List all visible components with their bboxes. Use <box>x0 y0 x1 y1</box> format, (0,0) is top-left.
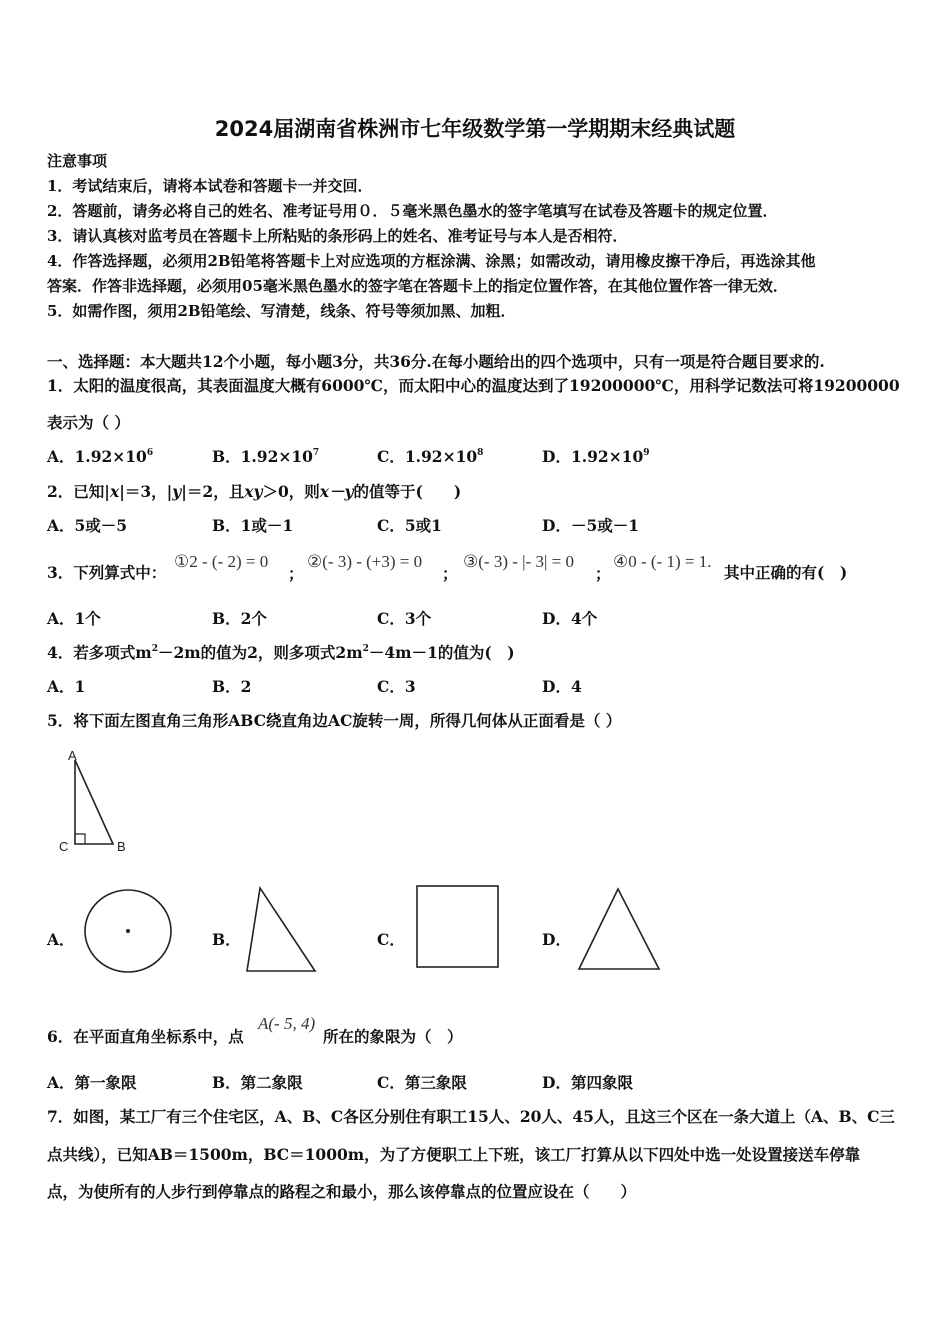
q3-formula-1: ①2 - (- 2) = 0 <box>174 552 269 571</box>
q2-option-b: B．1或－1 <box>212 516 294 535</box>
page-title: 2024届湖南省株洲市七年级数学第一学期期末经典试题 <box>214 117 736 141</box>
q3-formula-3: ③(- 3) - |- 3| = 0 <box>463 552 574 571</box>
q3-formula-4: ④0 - (- 1) = 1. <box>613 552 712 571</box>
question-1-stem-cont: 表示为（ ） <box>47 413 130 432</box>
q6-option-d: D．第四象限 <box>542 1073 633 1092</box>
notice-item: 5．如需作图，须用2B铅笔绘、写清楚，线条、符号等须加黑、加粗． <box>47 302 516 320</box>
q3-option-b: B．2个 <box>212 609 267 628</box>
q4-option-a: A．1 <box>47 677 86 696</box>
q1-option-b: B．$1.92\times 10^7$ <box>212 447 320 466</box>
notice-item: 4．作答选择题，必须用2B铅笔将答题卡上对应选项的方框涂满、涂黑；如需改动，请用橡皮擦干净后，再选涂其他 <box>47 252 816 270</box>
circle-with-center-figure <box>80 885 176 977</box>
question-7-stem: 7．如图，某工厂有三个住宅区，A、B、C各区分别住有职工15人、20人、45人，且这三个区在一条大道上（A、B、C三 <box>47 1107 895 1126</box>
q6-option-c: C．第三象限 <box>377 1073 467 1092</box>
square-figure <box>413 882 503 972</box>
question-3-tail: 其中正确的有( ) <box>724 563 848 582</box>
q3-formula-2: ②(- 3) - (+3) = 0 <box>307 552 423 571</box>
right-triangle-figure <box>242 884 322 976</box>
notice-item: 2．答题前，请务必将自己的姓名、准考证号用０．５毫米黑色墨水的签字笔填写在试卷及答题卡的规定位置． <box>47 202 778 220</box>
notice-item: 答案．作答非选择题，必须用05毫米黑色墨水的签字笔在答题卡上的指定位置作答，在其他位置作答一律无效． <box>47 277 788 295</box>
isosceles-triangle-figure <box>575 885 665 975</box>
q3-option-a: A．1个 <box>47 609 101 628</box>
question-7-stem-cont: 点共线），已知AB＝1500m，BC＝1000m，为了方便职工上下班，该工厂打算从以下四处中选一处设置接送车停靠 <box>47 1145 861 1164</box>
question-7-stem-cont: 点，为使所有的人步行到停靠点的路程之和最小，那么该停靠点的位置应设在（ ） <box>47 1182 637 1201</box>
q5-option-c: C． <box>377 930 405 949</box>
q3-separator: ； <box>288 564 304 583</box>
right-triangle-abc-figure <box>55 748 135 858</box>
q6-point: A(- 5, 4) <box>258 1014 316 1033</box>
vertex-label-a: A <box>68 748 77 763</box>
question-3-stem: 3．下列算式中： <box>47 563 167 582</box>
q5-option-d: D． <box>542 930 571 949</box>
notice-item: 1．考试结束后，请将本试卷和答题卡一并交回． <box>47 177 373 195</box>
q2-option-d: D．－5或－1 <box>542 516 640 535</box>
q3-separator: ； <box>442 564 458 583</box>
q5-option-b: B． <box>212 930 241 949</box>
q4-option-b: B．2 <box>212 677 252 696</box>
q3-separator: ； <box>595 564 611 583</box>
q3-option-c: C．3个 <box>377 609 432 628</box>
q1-option-c: C．$1.92\times 10^8$ <box>377 447 484 466</box>
q5-option-a: A． <box>47 930 75 949</box>
question-6-tail: 所在的象限为（ ） <box>323 1027 463 1046</box>
q6-option-b: B．第二象限 <box>212 1073 303 1092</box>
q4-option-c: C．3 <box>377 677 416 696</box>
q1-option-a: A．$1.92\times 10^6$ <box>47 447 154 466</box>
question-1-stem: 1．太阳的温度很高，其表面温度大概有6000℃，而太阳中心的温度达到了19200000℃，用科学记数法可将19200000 <box>47 376 900 395</box>
q2-option-c: C．5或1 <box>377 516 442 535</box>
notice-item: 3．请认真核对监考员在答题卡上所粘贴的条形码上的姓名、准考证号与本人是否相符． <box>47 227 628 245</box>
question-6-stem: 6．在平面直角坐标系中，点 <box>47 1027 244 1046</box>
q1-option-d: D．$1.92\times 10^9$ <box>542 447 650 466</box>
notice-heading: 注意事项 <box>47 152 108 170</box>
section-heading: 一、选择题：本大题共12个小题，每小题3分，共36分.在每小题给出的四个选项中，只有一项是符合题目要求的. <box>47 352 825 371</box>
vertex-label-c: C <box>59 839 69 854</box>
q6-option-a: A．第一象限 <box>47 1073 137 1092</box>
q2-option-a: A．5或－5 <box>47 516 128 535</box>
question-5-stem: 5．将下面左图直角三角形ABC绕直角边AC旋转一周，所得几何体从正面看是（ ） <box>47 711 622 730</box>
question-2-stem: 2．已知|x|＝3，|y|＝2，且xy＞0，则x－y的值等于( ) <box>47 482 462 501</box>
q4-option-d: D．4 <box>542 677 582 696</box>
vertex-label-b: B <box>117 839 126 854</box>
q3-option-d: D．4个 <box>542 609 598 628</box>
question-4-stem: 4．若多项式$m^2-2m$的值为2，则多项式$2m^2-4m-1$的值为( ) <box>47 643 515 662</box>
